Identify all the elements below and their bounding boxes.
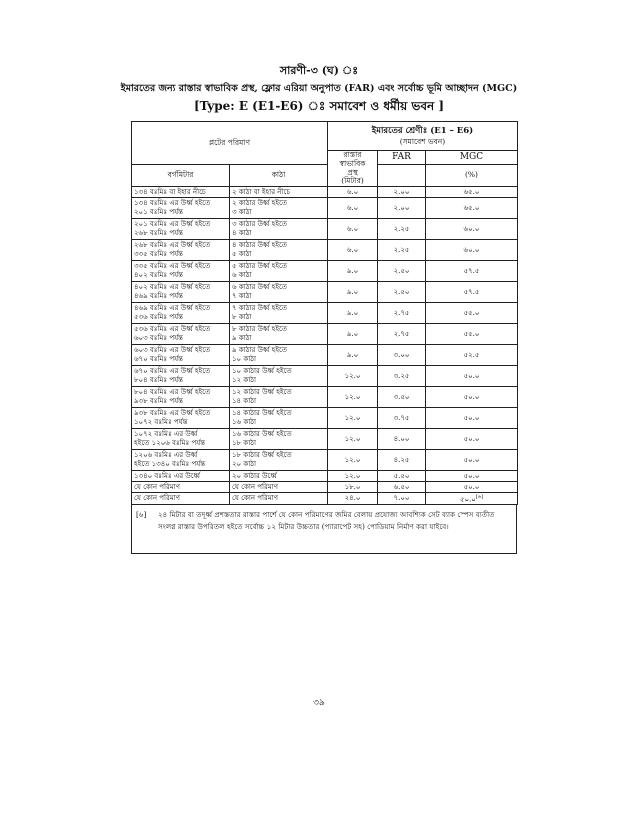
sqm-cell-text: ৪০২ বঃমিঃ এর উর্ধ্ব হইতে bbox=[134, 283, 211, 292]
mgc-cell-text: ৬০.০ bbox=[463, 245, 480, 254]
table-row bbox=[132, 408, 518, 429]
far-blank bbox=[378, 165, 426, 187]
katha-cell bbox=[230, 219, 328, 240]
katha-cell-text-2: ৯ কাঠা bbox=[232, 334, 252, 342]
katha-cell bbox=[230, 387, 328, 408]
road-width-cell-text: ৯.০ bbox=[346, 266, 359, 275]
sqm-cell-text: ৬০৩ বঃমিঃ এর উর্ধ্ব হইতে bbox=[134, 346, 211, 355]
road-width-cell bbox=[328, 408, 378, 429]
far-cell-text: ৪.২৫ bbox=[393, 455, 410, 464]
road-width-cell-text: ৬.০ bbox=[346, 245, 359, 254]
far-cell bbox=[378, 345, 426, 366]
mgc-cell bbox=[426, 219, 518, 240]
katha-cell-text: ৭ কাঠার উর্ধ্ব হইতে bbox=[232, 304, 288, 313]
sqm-cell bbox=[132, 387, 230, 408]
katha-cell bbox=[230, 408, 328, 429]
table-row bbox=[132, 282, 518, 303]
road-width-cell-text: ১২.০ bbox=[344, 434, 361, 443]
sqm-cell bbox=[132, 493, 230, 505]
mgc-cell-text: ৫৭.৫ bbox=[463, 266, 480, 275]
katha-cell-text: যে কোন পরিমাণ bbox=[232, 482, 279, 491]
mgc-cell-text: ৫০.০ bbox=[463, 471, 480, 480]
sqm-cell bbox=[132, 471, 230, 482]
mgc-cell bbox=[426, 187, 518, 198]
category-label: ইমারতের শ্রেণীঃ (E1 – E6) bbox=[371, 125, 474, 136]
sqm-cell-text: ১৩৪০ বঃমিঃ এর উর্ধ্বে bbox=[134, 471, 200, 480]
sqm-header: বর্গমিটার bbox=[132, 165, 230, 187]
mgc-header: MGC bbox=[426, 151, 518, 165]
katha-cell-text: ৩ কাঠার উর্ধ্ব হইতে bbox=[232, 220, 288, 229]
katha-cell-text-2: ১৪ কাঠা bbox=[232, 397, 257, 405]
sqm-cell-text-2: ৪৬৯ বঃমিঃ পর্যন্ত bbox=[134, 292, 183, 300]
sqm-cell bbox=[132, 282, 230, 303]
table-row bbox=[132, 450, 518, 471]
road-width-line1: রাস্তার স্বাভাবিক bbox=[339, 150, 366, 168]
road-width-cell-text: ১২.০ bbox=[344, 371, 361, 380]
table-row bbox=[132, 261, 518, 282]
road-width-cell bbox=[328, 219, 378, 240]
table-subtitle: ইমারতের জন্য রাস্তার স্বাভাবিক প্রস্থ, ফ্লোর এরিয়া অনুপাত (FAR) এবং সর্বোচ্চ ভূমি আচ্ছাদন (MGC) bbox=[120, 83, 518, 94]
far-cell-text: ২.৭৫ bbox=[393, 329, 410, 338]
katha-cell-text-2: ৩ কাঠা bbox=[232, 208, 252, 216]
katha-cell-text-2: ৬ কাঠা bbox=[232, 271, 252, 279]
road-width-cell-text: ৯.০ bbox=[346, 308, 359, 317]
road-width-cell bbox=[328, 429, 378, 450]
table-row bbox=[132, 219, 518, 240]
mgc-cell-text: ৫০.০ bbox=[463, 371, 480, 380]
sqm-cell bbox=[132, 366, 230, 387]
road-width-cell bbox=[328, 366, 378, 387]
katha-cell-text: ১৪ কাঠার উর্ধ্ব হইতে bbox=[232, 409, 292, 418]
sqm-cell-text: ৫৩৬ বঃমিঃ এর উর্ধ্ব হইতে bbox=[134, 325, 211, 334]
far-cell bbox=[378, 303, 426, 324]
katha-cell-text-2: ১৬ কাঠা bbox=[232, 418, 257, 426]
sqm-cell bbox=[132, 324, 230, 345]
table-row bbox=[132, 187, 518, 198]
table-row bbox=[132, 429, 518, 450]
far-cell-text: ২.২৫ bbox=[393, 224, 410, 233]
katha-cell-text: ৮ কাঠার উর্ধ্ব হইতে bbox=[232, 325, 288, 334]
mgc-cell bbox=[426, 282, 518, 303]
road-width-cell-text: ১২.০ bbox=[344, 471, 361, 480]
far-cell-text: ২.৭৫ bbox=[393, 308, 410, 317]
far-cell bbox=[378, 482, 426, 493]
sqm-cell bbox=[132, 345, 230, 366]
category-header bbox=[328, 122, 518, 151]
mgc-cell bbox=[426, 261, 518, 282]
road-width-cell-text: ৯.০ bbox=[346, 350, 359, 359]
katha-cell bbox=[230, 429, 328, 450]
mgc-cell-text: ৬৫.০ bbox=[463, 187, 480, 196]
footnote-index: [৬] bbox=[136, 509, 147, 519]
far-cell-text: ৫.৫০ bbox=[393, 471, 410, 480]
katha-cell-text-2: ১৮ কাঠা bbox=[232, 439, 257, 447]
katha-cell bbox=[230, 493, 328, 505]
far-cell-text: ২.০০ bbox=[393, 187, 410, 196]
sqm-cell-text-2: ১০৭২ বঃমিঃ পর্যন্ত bbox=[134, 418, 188, 426]
sqm-cell bbox=[132, 408, 230, 429]
road-width-cell bbox=[328, 198, 378, 219]
mgc-cell-text: ৬৫.০ bbox=[463, 203, 480, 212]
sqm-cell bbox=[132, 450, 230, 471]
table-row bbox=[132, 240, 518, 261]
page-number: ৩৯ bbox=[313, 698, 325, 708]
sqm-cell-text: ৬৭০ বঃমিঃ এর উর্ধ্ব হইতে bbox=[134, 367, 211, 376]
far-cell-text: ২.০০ bbox=[393, 203, 410, 212]
katha-cell bbox=[230, 198, 328, 219]
katha-cell bbox=[230, 282, 328, 303]
mgc-cell bbox=[426, 345, 518, 366]
table-row bbox=[132, 324, 518, 345]
far-cell-text: ৩.২৫ bbox=[393, 371, 410, 380]
sqm-cell-text-2: ৪০২ বঃমিঃ পর্যন্ত bbox=[134, 271, 183, 279]
katha-cell bbox=[230, 471, 328, 482]
mgc-cell-text: ৫০.০ bbox=[463, 413, 480, 422]
road-width-cell-text: ১৮.০ bbox=[344, 482, 361, 491]
sqm-cell-text-2: ৩৩৫ বঃমিঃ পর্যন্ত bbox=[134, 250, 183, 258]
road-width-cell-text: ৬.০ bbox=[346, 203, 359, 212]
far-cell-text: ৩.০০ bbox=[393, 350, 410, 359]
mgc-cell-text: ৫৫.০ bbox=[463, 308, 480, 317]
type-line: [Type: E (E1-E6) ঃ সমাবেশ ও ধর্মীয় ভবন ] bbox=[193, 99, 445, 113]
road-width-cell bbox=[328, 282, 378, 303]
table-container bbox=[131, 121, 517, 554]
sqm-cell-text: ২৬৮ বঃমিঃ এর উর্ধ্ব হইতে bbox=[134, 241, 211, 250]
table-row bbox=[132, 482, 518, 493]
katha-cell bbox=[230, 345, 328, 366]
katha-cell bbox=[230, 261, 328, 282]
sqm-cell-text: যে কোন পরিমাণ bbox=[134, 482, 181, 491]
far-cell-text: ৩.৭৫ bbox=[393, 413, 410, 422]
road-width-header bbox=[328, 151, 378, 187]
mgc-unit-header: (%) bbox=[426, 165, 518, 187]
road-width-cell bbox=[328, 324, 378, 345]
sqm-cell-text: ১০৭২ বঃমিঃ এর উর্ধ্ব bbox=[134, 430, 198, 439]
table-row bbox=[132, 366, 518, 387]
table-row bbox=[132, 198, 518, 219]
katha-cell-text: ১৮ কাঠার উর্ধ্ব হইতে bbox=[232, 451, 292, 460]
katha-cell-text: ২০ কাঠার উর্ধ্বে bbox=[232, 471, 277, 480]
road-width-cell bbox=[328, 493, 378, 505]
far-cell bbox=[378, 198, 426, 219]
far-cell bbox=[378, 219, 426, 240]
far-cell-text: ৭.০০ bbox=[393, 494, 410, 503]
sqm-cell-text-2: হইতে ১২০৬ বঃমিঃ পর্যন্ত bbox=[134, 439, 206, 447]
sqm-cell bbox=[132, 429, 230, 450]
mgc-cell bbox=[426, 303, 518, 324]
katha-cell-text: ৯ কাঠার উর্ধ্ব হইতে bbox=[232, 346, 288, 355]
far-cell bbox=[378, 450, 426, 471]
table-row bbox=[132, 303, 518, 324]
katha-header: কাঠা bbox=[230, 165, 328, 187]
category-sub: (সমাবেশ ভবন) bbox=[399, 136, 446, 146]
table-row bbox=[132, 493, 518, 505]
far-cell bbox=[378, 429, 426, 450]
road-width-cell-text: ২৪.০ bbox=[344, 494, 361, 503]
katha-cell-text: ৫ কাঠার উর্ধ্ব হইতে bbox=[232, 262, 288, 271]
road-width-cell-text: ৯.০ bbox=[346, 287, 359, 296]
katha-cell bbox=[230, 187, 328, 198]
katha-cell-text-2: ৭ কাঠা bbox=[232, 292, 252, 300]
road-width-cell bbox=[328, 471, 378, 482]
far-cell-text: ২.৫০ bbox=[393, 287, 410, 296]
road-width-cell-text: ৯.০ bbox=[346, 329, 359, 338]
mgc-cell bbox=[426, 366, 518, 387]
sqm-cell-text: ২০১ বঃমিঃ এর উর্ধ্ব হইতে bbox=[134, 220, 211, 229]
sqm-cell-text-2: ৬৭০ বঃমিঃ পর্যন্ত bbox=[134, 355, 183, 363]
mgc-cell bbox=[426, 198, 518, 219]
mgc-cell-text: ৫৫.০ bbox=[463, 329, 480, 338]
far-mgc-table bbox=[131, 121, 518, 505]
far-cell bbox=[378, 493, 426, 505]
far-header: FAR bbox=[378, 151, 426, 165]
mgc-cell bbox=[426, 240, 518, 261]
sqm-cell-text: ৮০৪ বঃমিঃ এর উর্ধ্ব হইতে bbox=[134, 388, 211, 397]
far-cell-text: ৪.০০ bbox=[393, 434, 410, 443]
road-width-cell bbox=[328, 261, 378, 282]
sqm-cell-text-2: হইতে ১৩৪০ বঃমিঃ পর্যন্ত bbox=[134, 460, 206, 468]
sqm-cell bbox=[132, 240, 230, 261]
mgc-cell bbox=[426, 482, 518, 493]
katha-cell-text-2: ১০ কাঠা bbox=[232, 355, 257, 363]
mgc-cell-text: ৫০.০ bbox=[463, 455, 480, 464]
plot-size-header: প্লটের পরিমাণ bbox=[132, 122, 328, 165]
mgc-cell-text: ৫২.৫ bbox=[463, 350, 480, 359]
road-width-cell-text: ১২.০ bbox=[344, 392, 361, 401]
road-width-cell bbox=[328, 450, 378, 471]
katha-cell-text: ১২ কাঠার উর্ধ্ব হইতে bbox=[232, 388, 292, 397]
katha-cell bbox=[230, 366, 328, 387]
katha-cell-text-2: ৮ কাঠা bbox=[232, 313, 252, 321]
road-width-cell-text: ৬.০ bbox=[346, 224, 359, 233]
sqm-cell-text: ১৩৪ বঃমিঃ বা ইহার নীচে bbox=[134, 187, 206, 196]
sqm-cell-text-2: ৬০৩ বঃমিঃ পর্যন্ত bbox=[134, 334, 183, 342]
sqm-cell-text: ১২০৬ বঃমিঃ এর উর্ধ্ব bbox=[134, 451, 198, 460]
footnote bbox=[131, 505, 517, 554]
katha-cell-text-2: ২০ কাঠা bbox=[232, 460, 257, 468]
mgc-cell-text: ৫০.০ bbox=[463, 434, 480, 443]
mgc-cell-text: ৫০.০ bbox=[463, 482, 480, 491]
far-cell bbox=[378, 324, 426, 345]
katha-cell-text: ১৬ কাঠার উর্ধ্ব হইতে bbox=[232, 430, 292, 439]
katha-cell bbox=[230, 450, 328, 471]
far-cell bbox=[378, 261, 426, 282]
sqm-cell-text-2: ২০১ বঃমিঃ পর্যন্ত bbox=[134, 208, 183, 216]
katha-cell-text: ২ কাঠা বা ইহার নীচে bbox=[232, 187, 291, 196]
mgc-cell bbox=[426, 408, 518, 429]
sqm-cell-text-2: ৫৩৬ বঃমিঃ পর্যন্ত bbox=[134, 313, 183, 321]
sqm-cell bbox=[132, 187, 230, 198]
katha-cell-text-2: ৪ কাঠা bbox=[232, 229, 252, 237]
katha-cell bbox=[230, 303, 328, 324]
road-width-cell bbox=[328, 345, 378, 366]
road-width-cell-text: ৬.০ bbox=[346, 187, 359, 196]
far-cell-text: ৬.৫০ bbox=[393, 482, 410, 491]
katha-cell-text-2: ১২ কাঠা bbox=[232, 376, 257, 384]
sqm-cell-text-2: ৯৩৮ বঃমিঃ পর্যন্ত bbox=[134, 397, 183, 405]
sqm-cell bbox=[132, 261, 230, 282]
road-width-cell bbox=[328, 303, 378, 324]
sqm-cell bbox=[132, 219, 230, 240]
katha-cell-text: যে কোন পরিমাণ bbox=[232, 494, 279, 503]
katha-cell-text: ৬ কাঠার উর্ধ্ব হইতে bbox=[232, 283, 288, 292]
mgc-cell-text: ৬০.০ bbox=[463, 224, 480, 233]
mgc-cell-text: ৫০.০ bbox=[459, 495, 476, 504]
mgc-cell-text: ৫৭.৫ bbox=[463, 287, 480, 296]
mgc-footnote-ref: [৬] bbox=[475, 494, 484, 500]
mgc-cell bbox=[426, 450, 518, 471]
mgc-cell-text: ৫০.০ bbox=[463, 392, 480, 401]
katha-cell-text: ১০ কাঠার উর্ধ্ব হইতে bbox=[232, 367, 292, 376]
table-row bbox=[132, 471, 518, 482]
katha-cell-text: ২ কাঠার উর্ধ্ব হইতে bbox=[232, 199, 288, 208]
sqm-cell-text-2: ২৬৮ বঃমিঃ পর্যন্ত bbox=[134, 229, 183, 237]
sqm-cell bbox=[132, 303, 230, 324]
katha-cell bbox=[230, 482, 328, 493]
far-cell bbox=[378, 240, 426, 261]
far-cell bbox=[378, 282, 426, 303]
sqm-cell-text: ৩৩৫ বঃমিঃ এর উর্ধ্ব হইতে bbox=[134, 262, 211, 271]
mgc-cell bbox=[426, 387, 518, 408]
katha-cell-text-2: ৫ কাঠা bbox=[232, 250, 252, 258]
table-label: সারণী-৩ (ঘ) ঃ bbox=[279, 64, 359, 77]
sqm-cell bbox=[132, 482, 230, 493]
mgc-cell bbox=[426, 324, 518, 345]
far-cell bbox=[378, 387, 426, 408]
katha-cell-text: ৪ কাঠার উর্ধ্ব হইতে bbox=[232, 241, 288, 250]
far-cell bbox=[378, 408, 426, 429]
far-cell bbox=[378, 366, 426, 387]
road-width-cell bbox=[328, 482, 378, 493]
katha-cell bbox=[230, 240, 328, 261]
mgc-cell bbox=[426, 471, 518, 482]
sqm-cell-text: ১৩৪ বঃমিঃ এর উর্ধ্ব হইতে bbox=[134, 199, 211, 208]
sqm-cell-text: যে কোন পরিমাণ bbox=[134, 494, 181, 503]
road-width-cell-text: ১২.০ bbox=[344, 413, 361, 422]
far-cell-text: ২.৫০ bbox=[393, 266, 410, 275]
footnote-text: ২৪ মিটার বা তদূর্ধ্ব প্রশস্ততার রাস্তার পার্শে যে কোন পরিমাণের জমির বেলায় প্রযোজ্য আবশ্যিক সেট ব্যাক স্পেস ব্যতীত সংলগ্ন রাস্তার উপরিতল হইতে সর্বোচ্চ ১২ মিটার উচ্চতার (প্যারাপেট সহ) পোডিয়াম নির্মাণ করা যাইবে। bbox=[158, 509, 495, 531]
road-width-line2: প্রস্থ bbox=[347, 167, 358, 177]
table-row bbox=[132, 345, 518, 366]
mgc-cell bbox=[426, 493, 518, 505]
sqm-cell-text: ৯৩৮ বঃমিঃ এর উর্ধ্ব হইতে bbox=[134, 409, 211, 418]
road-width-line3: (মিটার) bbox=[341, 176, 364, 186]
road-width-cell bbox=[328, 387, 378, 408]
far-cell bbox=[378, 187, 426, 198]
road-width-cell-text: ১২.০ bbox=[344, 455, 361, 464]
katha-cell bbox=[230, 324, 328, 345]
road-width-cell bbox=[328, 240, 378, 261]
sqm-cell bbox=[132, 198, 230, 219]
table-row bbox=[132, 387, 518, 408]
sqm-cell-text: ৪৬৯ বঃমিঃ এর উর্ধ্ব হইতে bbox=[134, 304, 211, 313]
mgc-cell bbox=[426, 429, 518, 450]
sqm-cell-text-2: ৮০৪ বঃমিঃ পর্যন্ত bbox=[134, 376, 183, 384]
far-cell-text: ২.২৫ bbox=[393, 245, 410, 254]
road-width-cell bbox=[328, 187, 378, 198]
far-cell-text: ৩.৫০ bbox=[393, 392, 410, 401]
far-cell bbox=[378, 471, 426, 482]
